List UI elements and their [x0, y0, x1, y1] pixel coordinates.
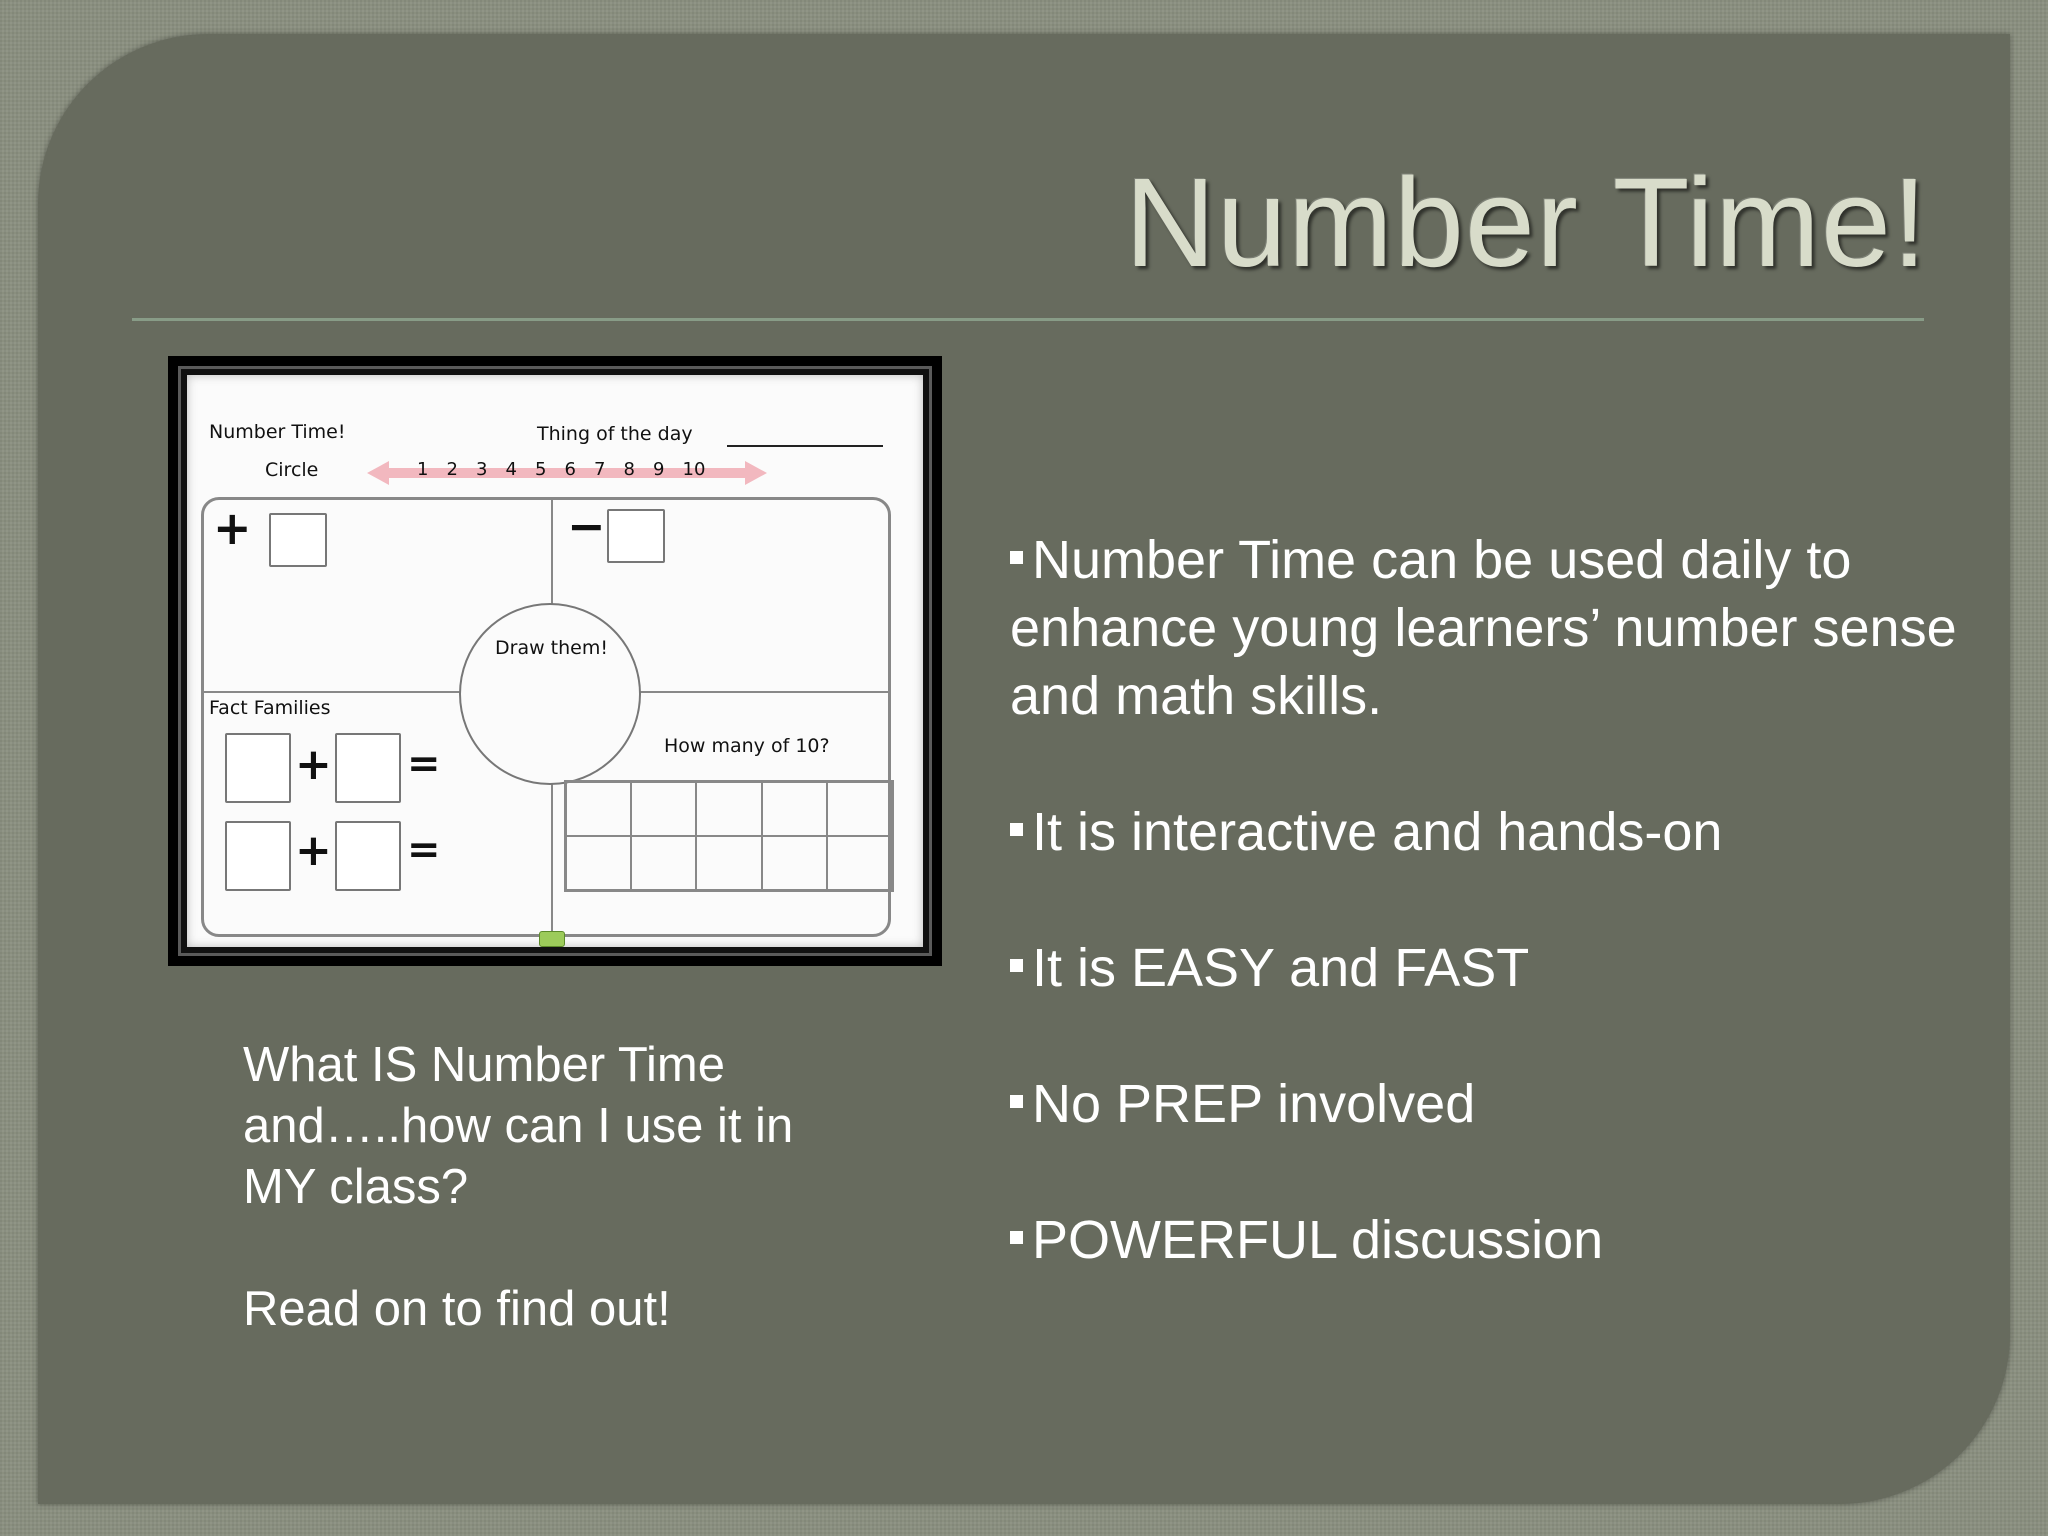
plus-sign: +	[295, 739, 332, 790]
ten-frame-cell	[631, 782, 696, 836]
minus-box	[607, 509, 665, 563]
number-line-number: 5	[535, 459, 547, 480]
bullet-item	[1010, 526, 1970, 730]
ten-frame-cell	[827, 836, 892, 890]
slide-title: Number Time!	[1124, 152, 1928, 293]
bullet-list	[1010, 526, 1970, 1342]
plus-box	[269, 513, 327, 567]
thing-of-day-line	[727, 445, 883, 447]
square-bullet-icon	[1010, 1095, 1023, 1108]
number-line-number: 9	[653, 459, 665, 480]
bullet-item	[1010, 934, 1970, 1002]
ten-frame	[564, 780, 894, 892]
fact-families-label: Fact Families	[209, 697, 331, 719]
number-line-number: 2	[446, 459, 458, 480]
draw-them-label: Draw them!	[495, 637, 608, 659]
number-line-number: 6	[564, 459, 576, 480]
ten-frame-cell	[696, 782, 761, 836]
bullet-text: No PREP involved	[1032, 1074, 1476, 1134]
ten-frame-cell	[762, 782, 827, 836]
equals-sign: =	[407, 827, 441, 873]
ten-frame-cell	[696, 836, 761, 890]
fact-box	[225, 733, 291, 803]
worksheet-image	[168, 356, 942, 966]
caption-question: What IS Number Time and…..how can I use it in MY class?	[243, 1038, 794, 1214]
number-line-number: 8	[623, 459, 635, 480]
bullet-text: It is EASY and FAST	[1032, 938, 1530, 998]
plus-sign: +	[295, 825, 332, 876]
circle-label: Circle	[265, 459, 319, 481]
number-line-number: 7	[594, 459, 606, 480]
image-caption	[243, 1035, 863, 1340]
ten-frame-cell	[631, 836, 696, 890]
minus-sign: −	[567, 499, 606, 553]
bullet-item	[1010, 798, 1970, 866]
number-line-numbers	[417, 459, 717, 483]
draw-circle	[459, 603, 641, 785]
bullet-text: POWERFUL discussion	[1032, 1210, 1604, 1270]
fact-box	[335, 733, 401, 803]
ten-frame-cell	[566, 782, 631, 836]
worksheet-title: Number Time!	[209, 421, 346, 443]
square-bullet-icon	[1010, 1231, 1023, 1244]
plus-sign: +	[213, 501, 252, 555]
square-bullet-icon	[1010, 551, 1023, 564]
clipart-icon	[539, 931, 565, 947]
equals-sign: =	[407, 741, 441, 787]
number-line-number: 1	[417, 459, 429, 480]
fact-box	[225, 821, 291, 891]
square-bullet-icon	[1010, 959, 1023, 972]
square-bullet-icon	[1010, 823, 1023, 836]
number-line-number: 4	[505, 459, 517, 480]
bullet-item	[1010, 1206, 1970, 1274]
worksheet-paper	[187, 375, 923, 947]
bullet-text: It is interactive and hands-on	[1032, 802, 1723, 862]
worksheet-border	[178, 366, 932, 956]
fact-box	[335, 821, 401, 891]
bullet-text: Number Time can be used daily to enhance young learners’ number sense and math skills.	[1010, 530, 1957, 726]
title-divider	[132, 318, 1924, 321]
ten-frame-cell	[566, 836, 631, 890]
how-many-label: How many of 10?	[664, 735, 830, 757]
number-line-number: 3	[476, 459, 488, 480]
ten-frame-cell	[762, 836, 827, 890]
number-line-number: 10	[682, 459, 706, 480]
caption-read-on: Read on to find out!	[243, 1282, 671, 1336]
ten-frame-cell	[827, 782, 892, 836]
thing-of-day-label: Thing of the day	[537, 423, 693, 445]
caption-gap	[243, 1218, 863, 1279]
bullet-item	[1010, 1070, 1970, 1138]
